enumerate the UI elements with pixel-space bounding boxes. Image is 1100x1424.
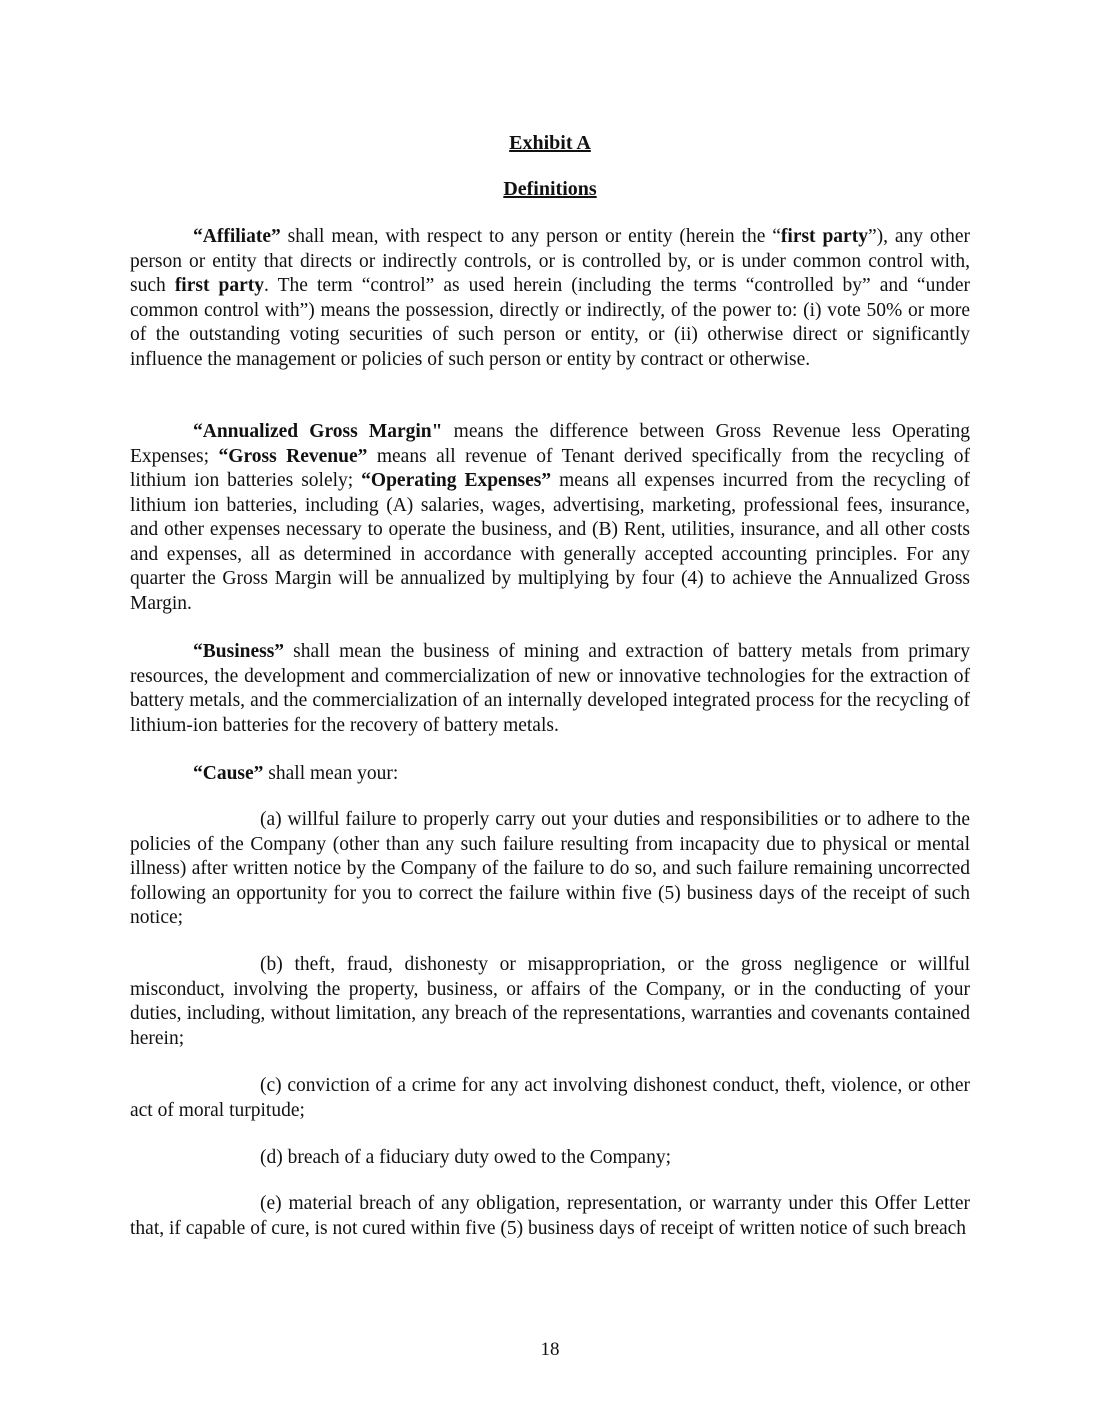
first-party-term: first party	[780, 226, 868, 247]
first-party-term-2: first party	[174, 275, 265, 296]
cause-definition	[130, 762, 970, 787]
operating-expenses-term: “Operating Expenses”	[361, 470, 552, 491]
cause-clause-a: (a) willful failure to properly carry out your duties and responsibilities or to adhere to the policies of the Company (other than any such failure resulting from incapacity due to physical or mental illness) after written notice by the Company of the failure to do so, and such failure remaining uncorrected following an opportunity for you to correct the failure within five (5) business days of the receipt of such notice;	[130, 809, 970, 928]
affiliate-text-2: ”), any other person or entity that directs or indirectly controls, or is controlled by, or is under common control with, such	[130, 226, 970, 296]
affiliate-text-1: shall mean, with respect to any person or entity (herein the “	[280, 226, 781, 247]
cause-term: “Cause”	[193, 763, 264, 784]
cause-text: shall mean your:	[263, 763, 399, 784]
annualized-gross-margin-term: “Annualized Gross Margin"	[193, 421, 443, 442]
cause-clause-e: (e) material breach of any obligation, representation, or warranty under this Offer Letter that, if capable of cure, is not cured within five (5) business days of receipt of written notice of such breach	[130, 1193, 970, 1239]
annualized-gross-margin-definition	[130, 420, 970, 616]
cause-clause-c: (c) conviction of a crime for any act involving dishonest conduct, theft, violence, or other act of moral turpitude;	[130, 1075, 970, 1121]
cause-clause-d: (d) breach of a fiduciary duty owed to the Company;	[260, 1147, 671, 1168]
annualized-text-2: means all revenue of Tenant derived specifically from the recycling of lithium ion batteries solely;	[130, 445, 970, 491]
business-text: shall mean the business of mining and extraction of battery metals from primary resources, the development and commercialization of new or innovative technologies for the extraction of battery metals, and the commercialization of an internally developed integrated process for the recycling of lithium-ion batteries for the recovery of battery metals.	[130, 641, 970, 736]
annualized-text-3: means all expenses incurred from the recycling of lithium ion batteries, including (A) salaries, wages, advertising, marketing, professional fees, insurance, and other expenses necessary to operate the business, and (B) Rent, utilities, insurance, and all other costs and expenses, all as determined in accordance with generally accepted accounting principles. For any quarter the Gross Margin will be annualized by multiplying by four (4) to achieve the Annualized Gross Margin.	[130, 470, 971, 614]
business-definition	[130, 640, 970, 738]
affiliate-text-3: . The term “control” as used herein (including the terms “controlled by” and “under common control with”) means the possession, directly or indirectly, of the power to: (i) vote 50% or more of the outstanding voting securities of such person or entity, or (ii) otherwise direct or significantly influence the management or policies of such person or entity by contract or otherwise.	[130, 275, 970, 370]
gross-revenue-term: “Gross Revenue”	[218, 445, 368, 467]
affiliate-definition	[130, 225, 970, 372]
cause-clause-b: (b) theft, fraud, dishonesty or misappropriation, or the gross negligence or willful misconduct, involving the property, business, or affairs of the Company, or in the conducting of your duties, including, without limitation, any breach of the representations, warranties and covenants contained herein;	[130, 954, 970, 1049]
exhibit-title: Exhibit A	[509, 132, 591, 154]
affiliate-term: “Affiliate”	[193, 226, 281, 247]
annualized-text-1: means the difference between Gross Revenue less Operating Expenses;	[130, 421, 971, 467]
page-number: 18	[540, 1339, 560, 1360]
section-title: Definitions	[503, 178, 597, 200]
business-term: “Business”	[193, 641, 285, 662]
